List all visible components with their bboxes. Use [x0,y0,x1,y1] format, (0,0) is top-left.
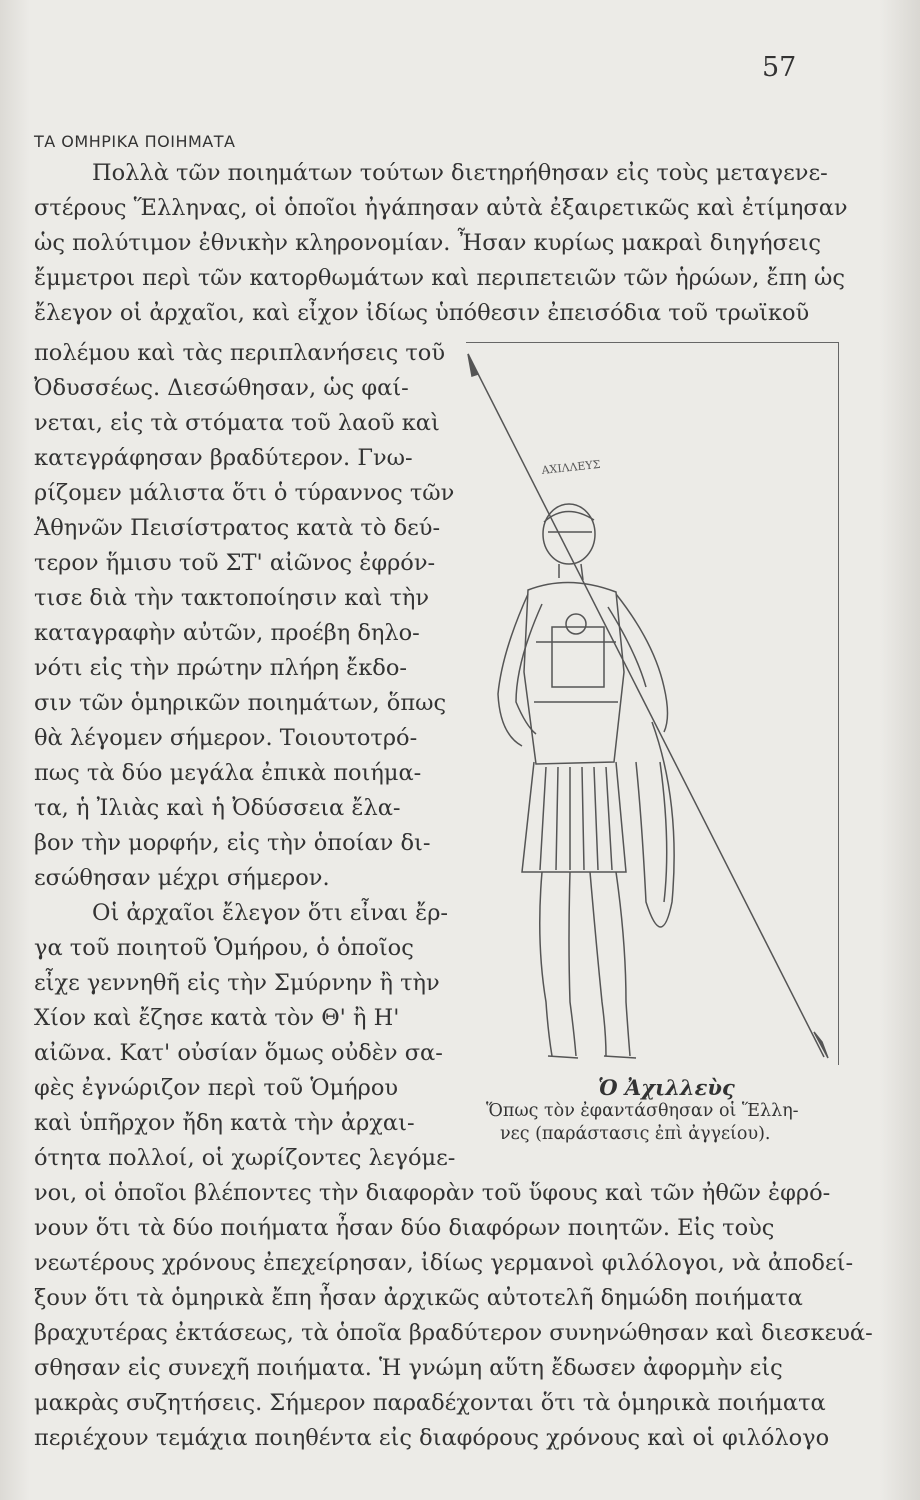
body-line: κατεγράφησαν βραδύτερον. Γνω- [34,445,413,471]
page-number: 57 [762,52,797,83]
body-line: γα τοῦ ποιητοῦ Ὁμήρου, ὁ ὁποῖος [34,935,414,961]
body-line: ἔλεγον οἱ ἀρχαῖοι, καὶ εἶχον ἰδίως ὑπόθεσιν ἐπεισόδια τοῦ τρωϊκοῦ [34,300,810,326]
body-line: ὡς πολύτιμον ἐθνικὴν κληρονομίαν. Ἦσαν κυρίως μακραὶ διηγήσεις [34,230,822,256]
body-line: πως τὰ δύο μεγάλα ἐπικὰ ποιήμα- [34,760,422,786]
body-line: ρίζομεν μάλιστα ὅτι ὁ τύραννος τῶν [34,480,455,506]
body-line: τισε διὰ τὴν τακτοποίησιν καὶ τὴν [34,585,430,611]
body-line: νοι, οἱ ὁποῖοι βλέποντες τὴν διαφορὰν τοῦ ὕφους καὶ τῶν ἠθῶν ἐφρό- [34,1180,831,1206]
body-line: εσώθησαν μέχρι σήμερον. [34,865,330,891]
figure-caption-title: Ὁ Ἀχιλλεὺς [598,1075,735,1100]
body-line: σιν τῶν ὁμηρικῶν ποιημάτων, ὅπως [34,690,447,716]
body-line: Ἀθηνῶν Πεισίστρατος κατὰ τὸ δεύ- [34,515,441,541]
body-line: Πολλὰ τῶν ποιημάτων τούτων διετηρήθησαν εἰς τοὺς μεταγενε- [92,160,828,186]
body-line: βον τὴν μορφήν, εἰς τὴν ὁποίαν δι- [34,830,431,856]
body-line: φὲς ἐγνώριζον περὶ τοῦ Ὁμήρου [34,1075,399,1101]
body-line: καταγραφὴν αὐτῶν, προέβη δηλο- [34,620,420,646]
achilles-illustration [466,342,838,1064]
figure-caption-line: Ὅπως τὸν ἐφαντάσθησαν οἱ Ἕλλη- [486,1101,799,1121]
body-line: τα, ἡ Ἰλιὰς καὶ ἡ Ὀδύσσεια ἔλα- [34,795,401,821]
body-line: Ὀδυσσέως. Διεσώθησαν, ὡς φαί- [34,375,409,401]
body-line: σθησαν εἰς συνεχῆ ποιήματα. Ἡ γνώμη αὕτη ἔδωσεν ἀφορμὴν εἰς [34,1355,783,1381]
body-line: πολέμου καὶ τὰς περιπλανήσεις τοῦ [34,340,446,366]
body-line: αἰῶνα. Κατ' οὐσίαν ὅμως οὐδὲν σα- [34,1040,443,1066]
body-line: περιέχουν τεμάχια ποιηθέντα εἰς διαφόρους χρόνους καὶ οἱ φιλόλογο [34,1425,830,1451]
body-line: νεται, εἰς τὰ στόματα τοῦ λαοῦ καὶ [34,410,440,436]
body-line: Οἱ ἀρχαῖοι ἔλεγον ὅτι εἶναι ἔρ- [92,900,449,926]
body-line: νεωτέρους χρόνους ἐπεχείρησαν, ἰδίως γερμανοὶ φιλόλογοι, νὰ ἀποδεί- [34,1250,854,1276]
body-line: ότητα πολλοί, οἱ χωρίζοντες λεγόμε- [34,1145,456,1171]
body-line: νουν ὅτι τὰ δύο ποιήματα ἦσαν δύο διαφόρων ποιητῶν. Εἰς τοὺς [34,1215,775,1241]
body-line: εἶχε γεννηθῆ εἰς τὴν Σμύρνην ἢ τὴν [34,970,440,996]
body-line: μακρὰς συζητήσεις. Σήμερον παραδέχονται ὅτι τὰ ὁμηρικὰ ποιήματα [34,1390,826,1416]
body-line: καὶ ὑπῆρχον ἤδη κατὰ τὴν ἀρχαι- [34,1110,415,1136]
figure-inscription: ΑΧΙΛΛΕΥΣ [540,457,602,477]
body-line: τερον ἥμισυ τοῦ ΣΤ' αἰῶνος ἐφρόν- [34,550,436,576]
running-head: ΤΑ ΟΜΗΡΙΚΑ ΠΟΙΗΜΑΤΑ [34,132,236,151]
body-line: ἔμμετροι περὶ τῶν κατορθωμάτων καὶ περιπετειῶν τῶν ἡρώων, ἔπη ὡς [34,265,845,291]
body-line: ξουν ὅτι τὰ ὁμηρικὰ ἔπη ἦσαν ἀρχικῶς αὐτοτελῆ δημώδη ποιήματα [34,1285,803,1311]
body-line: στέρους Ἕλληνας, οἱ ὁποῖοι ἠγάπησαν αὐτὰ ἐξαιρετικῶς καὶ ἐτίμησαν [34,195,848,221]
body-line: θὰ λέγομεν σήμερον. Τοιουτοτρό- [34,725,418,751]
body-line: νότι εἰς τὴν πρώτην πλήρη ἔκδο- [34,655,407,681]
body-line: βραχυτέρας ἐκτάσεως, τὰ ὁποῖα βραδύτερον συνηνώθησαν καὶ διεσκευά- [34,1320,873,1346]
figure-caption-line: νες (παράστασις ἐπὶ ἀγγείου). [500,1124,771,1144]
body-line: Χίον καὶ ἔζησε κατὰ τὸν Θ' ἢ Η' [34,1005,400,1031]
